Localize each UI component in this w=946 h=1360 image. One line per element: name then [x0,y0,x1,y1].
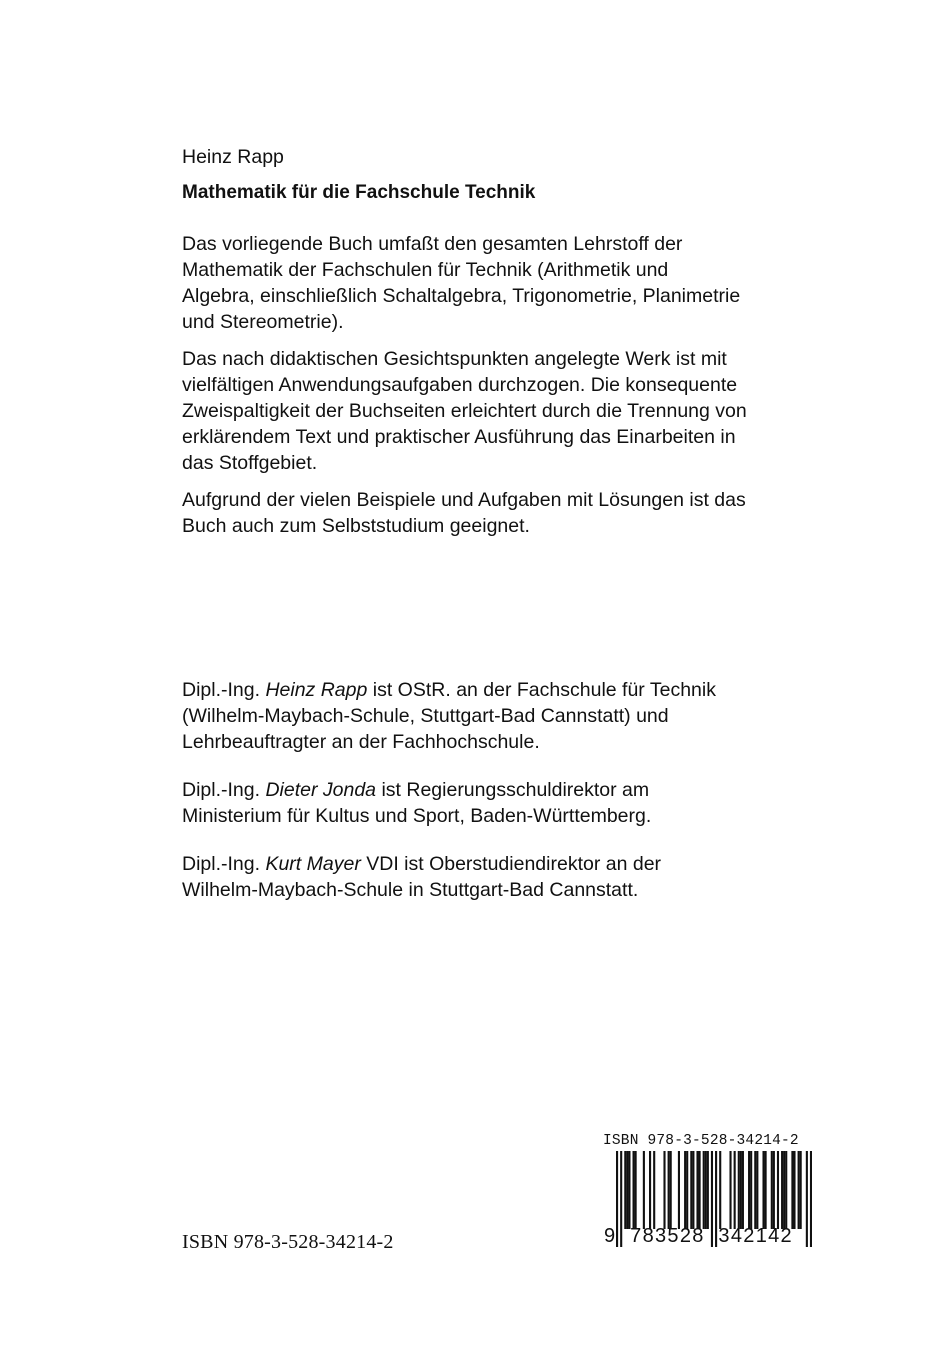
isbn-text: ISBN 978-3-528-34214-2 [182,1231,394,1253]
bio-dieter-jonda [182,777,822,829]
barcode-digits [604,1225,793,1248]
barcode-bar [729,1151,731,1229]
description-paragraph-1 [182,231,822,335]
barcode-bar [738,1151,740,1229]
barcode-bar [668,1151,670,1229]
barcode-bar [806,1151,808,1247]
barcode-bar [748,1151,750,1229]
barcode-bar [649,1151,651,1229]
bio-prefix: Dipl.-Ing. [182,679,266,701]
book-author: Heinz Rapp [182,146,284,168]
barcode-bar [686,1151,688,1229]
barcode-bar [670,1151,672,1229]
barcode-right-digits: 342142 [718,1225,793,1247]
bio-name: Heinz Rapp [265,679,368,701]
text-line: Ministerium für Kultus und Sport, Baden-Württemberg. [182,805,652,827]
barcode-isbn-label: ISBN 978-3-528-34214-2 [603,1133,799,1149]
text-line: das Stoffgebiet. [182,452,318,474]
barcode-bar [765,1151,767,1229]
bio-first-line [182,777,822,803]
barcode-bar [793,1151,795,1229]
bio-rest: VDI ist Oberstudiendirektor an der [360,853,662,875]
barcode-bar [624,1151,626,1229]
text-line: erklärendem Text und praktischer Ausführung das Einarbeiten in [182,426,736,448]
barcode-bar [791,1151,793,1229]
barcode-bar [663,1151,665,1229]
bio-prefix: Dipl.-Ing. [182,779,266,801]
barcode-bar [690,1151,692,1229]
bio-rest: ist Regierungsschuldirektor am [376,779,650,801]
barcode-bar [734,1151,736,1229]
barcode-bar [719,1151,721,1229]
barcode-bar [692,1151,694,1229]
barcode-lead-digit: 9 [604,1225,617,1247]
barcode-left-digits: 783528 [630,1225,705,1247]
barcode-bar [696,1151,698,1229]
barcode-bar [703,1151,705,1229]
barcode-bar [810,1151,812,1247]
barcode-bar [762,1151,764,1229]
bio-rest: ist OStR. an der Fachschule für Technik [367,679,716,701]
text-line: Zweispaltigkeit der Buchseiten erleichtert durch die Trennung von [182,400,747,422]
text-line: Das nach didaktischen Gesichtspunkten angelegte Werk ist mit [182,348,727,370]
text-line: Wilhelm-Maybach-Schule in Stuttgart-Bad Cannstatt. [182,879,639,901]
bio-first-line [182,851,822,877]
barcode-bar [699,1151,701,1229]
bio-prefix: Dipl.-Ing. [182,853,266,875]
bio-first-line [182,677,822,703]
text-line: Mathematik der Fachschulen für Technik (Arithmetik und [182,259,669,281]
text-line: Das vorliegende Buch umfaßt den gesamten Lehrstoff der [182,233,683,255]
bio-name: Dieter Jonda [265,779,377,801]
text-line: und Stereometrie). [182,311,344,333]
barcode-bar [643,1151,645,1229]
barcode-bar [633,1151,635,1229]
barcode-bar [750,1151,752,1229]
barcode-bar [754,1151,756,1229]
barcode-bar [705,1151,707,1229]
text-line: (Wilhelm-Maybach-Schule, Stuttgart-Bad Cannstatt) und [182,705,669,727]
barcode-bar [777,1151,779,1229]
text-line: Buch auch zum Selbststudium geeignet. [182,515,530,537]
barcode-bar [653,1151,655,1229]
barcode-bar [635,1151,637,1229]
description-paragraph-2 [182,346,822,476]
barcode-bar [781,1151,783,1229]
book-title: Mathematik für die Fachschule Technik [182,182,536,203]
text-line: vielfältigen Anwendungsaufgaben durchzogen. Die konsequente [182,374,738,396]
barcode-bar [678,1151,680,1229]
barcode-bar [798,1151,800,1229]
barcode-bar [771,1151,773,1229]
barcode-bar [626,1151,628,1229]
bio-kurt-mayer [182,851,822,903]
bio-name: Kurt Mayer [265,853,361,875]
barcode-bar [783,1151,785,1229]
barcode [600,1133,812,1251]
text-line: Lehrbeauftragter an der Fachhochschule. [182,731,540,753]
barcode-bar [800,1151,802,1229]
barcode-bar [756,1151,758,1229]
barcode-bar [773,1151,775,1229]
barcode-bar [707,1151,709,1229]
barcode-bar [742,1151,744,1229]
text-line: Algebra, einschließlich Schaltalgebra, Trigonometrie, Planimetrie [182,285,741,307]
barcode-bar [740,1151,742,1229]
barcode-bar [684,1151,686,1229]
barcode-bar [785,1151,787,1229]
bio-heinz-rapp [182,677,822,755]
text-line: Aufgrund der vielen Beispiele und Aufgaben mit Lösungen ist das [182,489,746,511]
barcode-bar [628,1151,630,1229]
description-paragraph-3 [182,487,822,539]
